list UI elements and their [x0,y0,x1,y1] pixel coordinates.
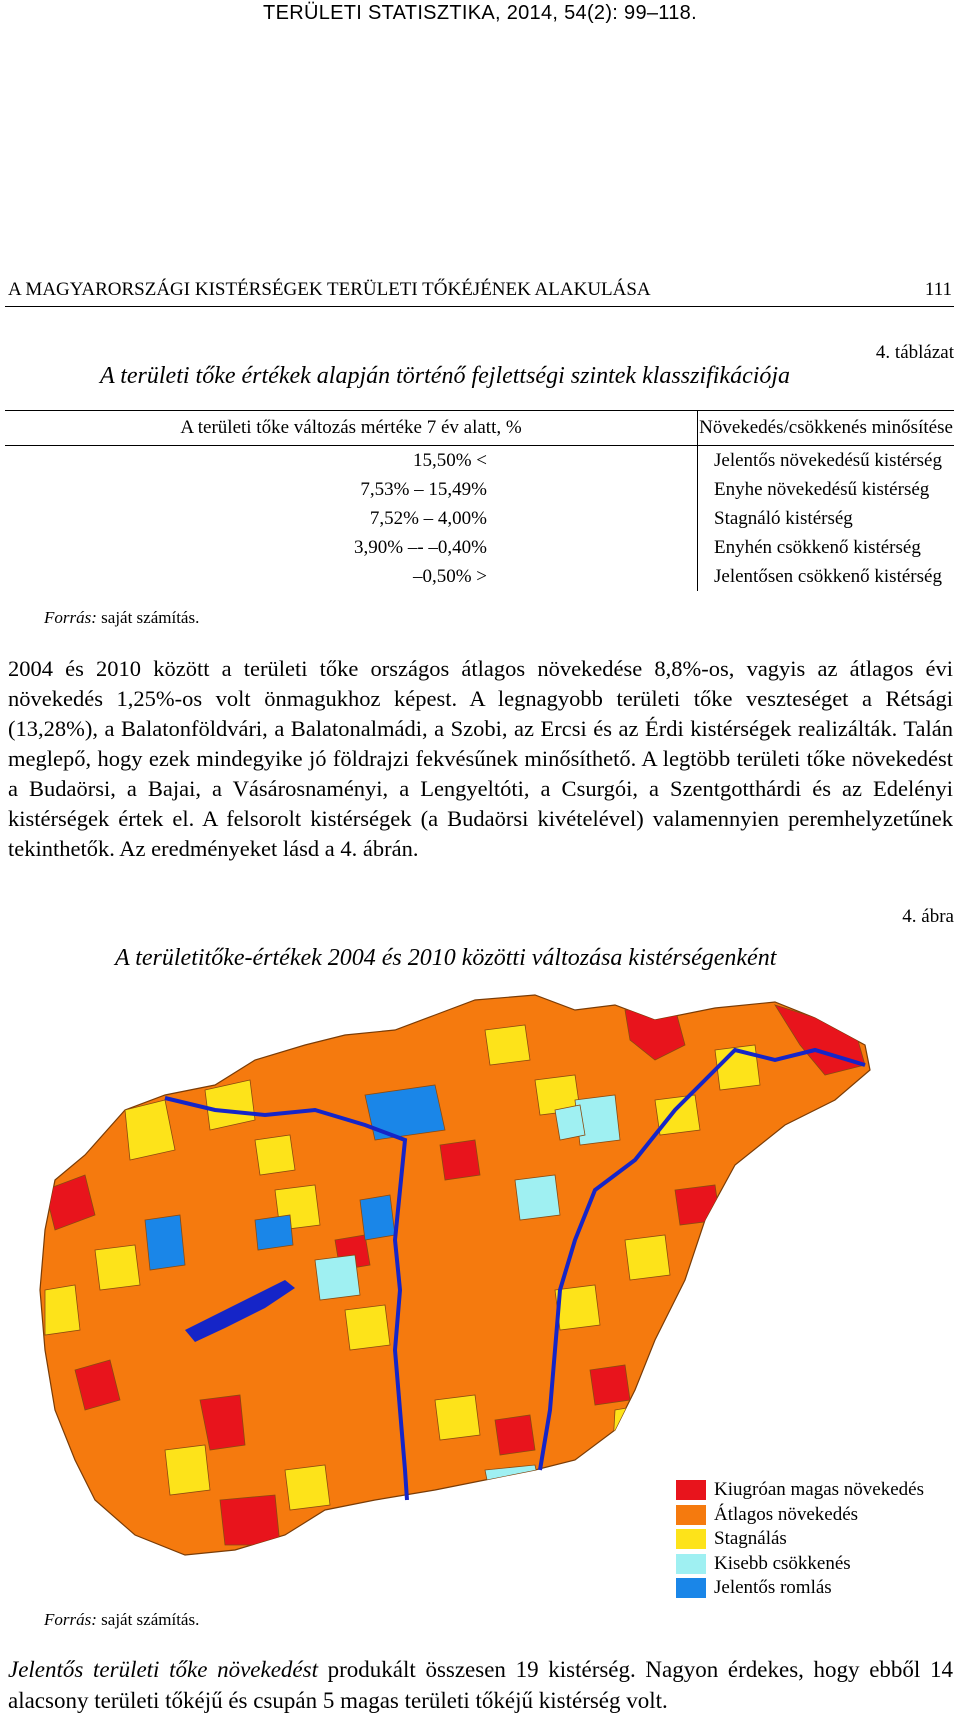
figure-source [44,1610,199,1630]
legend-item [676,1527,924,1552]
map-legend [676,1478,924,1601]
region-outstanding [440,1140,480,1180]
legend-label: Kiugróan magas növekedés [714,1479,924,1501]
legend-label: Jelentős romlás [714,1577,832,1599]
source-text: saját számítás. [101,1610,200,1629]
body-paragraph: 2004 és 2010 között a területi tőke országos átlagos növekedése 8,8%-os, vagyis az átlagos évi növekedés 1,25%-os volt önmagukhoz képest. A legnagyobb területi tőke veszteséget a Rétsági (13,28%), a Balatonföldvári, a Balatonalmádi, a Szobi, az Ercsi és az Érdi kistérségek realizálták. Talán meglepő, hogy ezek mindegyike jó földrajzi fekvésűnek minősíthető. A legtöbb területi tőke növekedést a Budaörsi, a Bajai, a Vásárosnaményi, a Lengyeltóti, a Csurgói, a Szentgotthárdi és az Edelényi kistérségek értek el. A felsorolt kistérségek (a Budaörsi kivételével) valamennyien peremhelyzetűnek tekinthetők. Az eredményeket lásd a 4. ábrán. [8,656,953,861]
region-major-decline [255,1215,293,1250]
table-title: A területi tőke értékek alapján történő fejlettségi szintek klasszifikációja [100,363,791,389]
region-slight-decline [555,1105,585,1140]
region-stagnant [45,1285,80,1335]
table-row [5,475,954,504]
page-number: 111 [924,279,952,300]
range-cell: 3,90% –- –0,40% [5,533,698,562]
bottom-paragraph-italic: Jelentős területi tőke növekedést [8,1657,318,1682]
table-row [5,533,954,562]
rating-cell: Enyhe növekedésű kistérség [714,478,930,500]
region-slight-decline [515,1175,560,1220]
range-cell: –0,50% > [5,562,698,591]
bottom-paragraph [8,1654,953,1716]
range-cell: 15,50% < [5,446,698,476]
region-stagnant [285,1465,330,1510]
source-label: Forrás: [44,608,97,627]
journal-citation: TERÜLETI STATISZTIKA, 2014, 54(2): 99–118. [263,2,697,24]
region-major-decline [365,1085,445,1140]
rating-cell: Enyhén csökkenő kistérség [714,536,921,558]
source-text: saját számítás. [101,608,200,627]
table-header-range: A területi tőke változás mértéke 7 év alatt, % [5,411,698,446]
header-rule [5,306,954,307]
region-outstanding [220,1495,280,1545]
legend-swatch [676,1578,706,1598]
table-header-rating: Növekedés/csökkenés minősítése [698,411,955,446]
legend-label: Stagnálás [714,1528,787,1550]
region-stagnant [435,1395,480,1440]
table-label: 4. táblázat [875,342,954,363]
table-row [5,562,954,591]
region-stagnant [345,1305,390,1350]
legend-item [676,1576,924,1601]
running-title: A MAGYARORSZÁGI KISTÉRSÉGEK TERÜLETI TŐKÉJÉNEK ALAKULÁSA [8,279,651,300]
range-cell: 7,52% – 4,00% [5,504,698,533]
legend-item [676,1503,924,1528]
table-row [5,504,954,533]
rating-cell: Stagnáló kistérség [714,507,853,529]
bottom-paragraph-rest: produkált összesen 19 kistérség. Nagyon érdekes, hogy ebből 14 alacsony területi tőkéjű és csupán 5 magas területi tőkéjű kistérség volt. [8,1657,953,1713]
legend-swatch [676,1480,706,1500]
region-slight-decline [315,1255,360,1300]
table-row [5,446,954,476]
legend-swatch [676,1505,706,1525]
region-outstanding [495,1415,535,1455]
region-stagnant [95,1245,140,1290]
running-header [8,279,954,301]
figure-label: 4. ábra [902,906,954,927]
rating-cell: Jelentősen csökkenő kistérség [714,565,942,587]
region-major-decline [145,1215,185,1270]
rating-cell: Jelentős növekedésű kistérség [714,449,942,471]
table-header-row [5,411,954,446]
region-stagnant [165,1445,210,1495]
region-outstanding [590,1365,630,1405]
classification-table [5,410,954,591]
region-slight-decline [485,1465,540,1495]
legend-item [676,1478,924,1503]
source-label: Forrás: [44,1610,97,1629]
region-stagnant [485,1025,530,1065]
legend-swatch [676,1529,706,1549]
region-stagnant [625,1235,670,1280]
region-major-decline [360,1195,395,1240]
figure-title: A területitőke-értékek 2004 és 2010 közötti változása kistérségenként [115,945,777,971]
range-cell: 7,53% – 15,49% [5,475,698,504]
legend-item [676,1552,924,1577]
region-stagnant [255,1135,295,1175]
legend-swatch [676,1554,706,1574]
table-source [44,608,199,628]
legend-label: Átlagos növekedés [714,1503,859,1525]
legend-label: Kisebb csökkenés [714,1552,851,1574]
